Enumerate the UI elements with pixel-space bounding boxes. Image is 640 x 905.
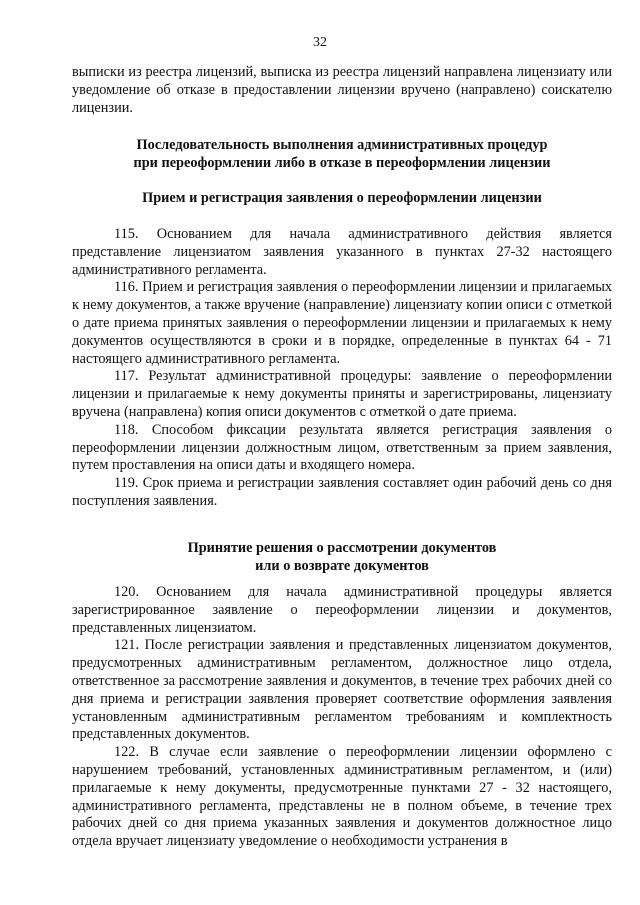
paragraph-121: 121. После регистрации заявления и представленных лицензиатом документов, предусмотренных административным регламентом, должностное лицо отдела, ответственное за рассмотрение заявления и документов, в течение трех рабочих дней со дня приема и регистрации заявления проверяет соответствие оформления заявления установленным административным регламентом требованиям и комплектность представленных документов. (72, 637, 612, 743)
intro-block (72, 64, 612, 117)
section-heading (72, 137, 612, 173)
paragraph-115: 115. Основанием для начала административного действия является представление лицензиатом заявления указанного в пунктах 27-32 настоящего административного регламента. (72, 226, 612, 278)
subheading-reception-text: Прием и регистрация заявления о переоформлении лицензии (142, 190, 542, 206)
paragraph-120: 120. Основанием для начала административной процедуры является зарегистрированное заявление о переоформлении лицензии и документов, представленных лицензиатом. (72, 584, 612, 636)
section-heading-line2: при переоформлении либо в отказе в переоформлении лицензии (133, 154, 551, 171)
paragraph-118: 118. Способом фиксации результата является регистрация заявления о переоформлении лицензии должностным лицом, ответственным за прием заявления, путем проставления на описи даты и входящего номера. (72, 421, 612, 474)
section-heading-line1: Последовательность выполнения административных процедур (136, 137, 548, 153)
paragraphs-reception (72, 226, 612, 511)
intro-paragraph: выписки из реестра лицензий, выписка из реестра лицензий направлена лицензиату или уведомление об отказе в предоставлении лицензии вручено (направлено) соискателю лицензии. (72, 64, 612, 116)
paragraph-116: 116. Прием и регистрация заявления о переоформлении лицензии и прилагаемых к нему документов, а также вручение (направление) лицензиату копии описи с отметкой о дате приема принятых заявления о переоформлении лицензии и прилагаемых к нему документов осуществляются в сроки и в порядке, определенные в пунктах 64 - 71 настоящего административного регламента. (72, 279, 612, 367)
paragraph-119: 119. Срок приема и регистрации заявления составляет один рабочий день со дня поступления заявления. (72, 475, 612, 509)
subheading-reception (72, 190, 612, 208)
subheading-decision-line2: или о возврате документов (255, 557, 429, 574)
paragraph-122: 122. В случае если заявление о переоформлении лицензии оформлено с нарушением требований, установленных административным регламентом, и (или) прилагаемые к нему документы, предусмотренные пунктами 27 - 32 настоящего, административного регламента, представлены не в полном объеме, в течение трех рабочих дней со дня приема указанных заявления и документов должностное лицо отдела вручает лицензиату уведомление о необходимости устранения в (72, 744, 612, 850)
page-number: 32 (313, 35, 327, 50)
subheading-decision (72, 540, 612, 576)
paragraphs-decision (72, 584, 612, 851)
paragraph-117: 117. Результат административной процедуры: заявление о переоформлении лицензии и прилагаемые к нему документы приняты и зарегистрированы, лицензиату вручена (направлена) копия описи документов с отметкой о дате приема. (72, 368, 612, 420)
subheading-decision-line1: Принятие решения о рассмотрении документов (187, 540, 497, 556)
